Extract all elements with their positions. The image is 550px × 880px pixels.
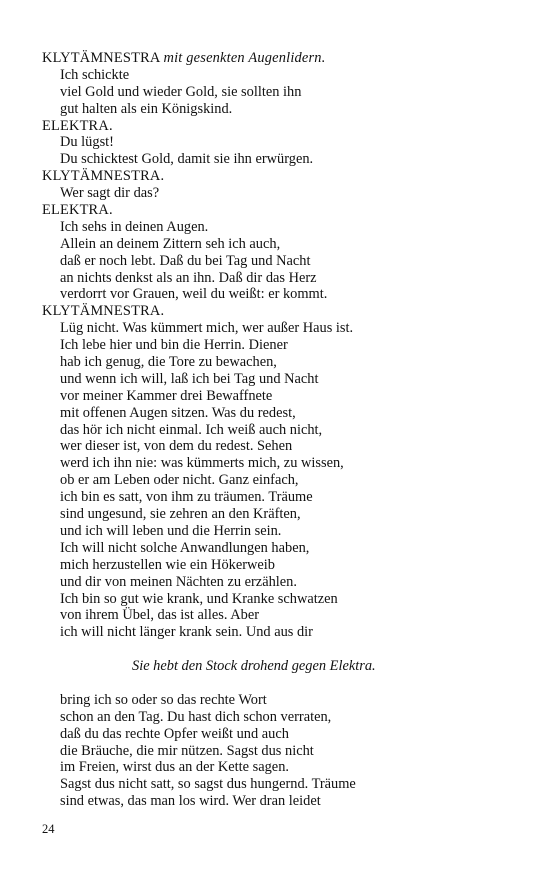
verse-line: hab ich genug, die Tore zu bewachen,: [60, 354, 277, 371]
verse-line: bring ich so oder so das rechte Wort: [60, 691, 267, 708]
verse-line: daß du das rechte Opfer weißt und auch: [60, 725, 289, 742]
verse-line: wer dieser ist, von dem du redest. Sehen: [60, 438, 293, 455]
speaker-name: KLYTÄMNESTRA: [42, 50, 160, 66]
verse-line: Allein an deinem Zittern seh ich auch,: [60, 235, 281, 252]
play-text: [42, 50, 522, 810]
verse-line: Wer sagt dir das?: [60, 185, 160, 202]
verse-line: verdorrt vor Grauen, weil du weißt: er kommt.: [60, 286, 328, 303]
verse-line: und wenn ich will, laß ich bei Tag und Nacht: [60, 370, 319, 387]
verse-line: Ich lebe hier und bin die Herrin. Diener: [60, 337, 288, 354]
verse-line: das hör ich nicht einmal. Ich weiß auch nicht,: [60, 421, 323, 438]
verse-line: gut halten als ein Königskind.: [60, 100, 233, 117]
speaker-line: [42, 118, 522, 135]
speaker-line: [42, 50, 522, 67]
verse-line: Ich will nicht solche Anwandlungen haben,: [60, 539, 310, 556]
verse-line: ich will nicht länger krank sein. Und aus dir: [60, 624, 313, 641]
verse-line: schon an den Tag. Du hast dich schon verraten,: [60, 708, 332, 725]
verse-line: die Bräuche, die mir nützen. Sagst dus nicht: [60, 742, 314, 759]
speaker-name: ELEKTRA.: [42, 202, 113, 219]
verse-line: mich herzustellen wie ein Hökerweib: [60, 556, 275, 573]
verse-line: im Freien, wirst dus an der Kette sagen.: [60, 759, 289, 776]
verse-line: Du lügst!: [60, 134, 114, 151]
verse-line: Lüg nicht. Was kümmert mich, wer außer Haus ist.: [60, 320, 354, 337]
speaker-line: [42, 202, 522, 219]
verse-line: daß er noch lebt. Daß du bei Tag und Nacht: [60, 252, 311, 269]
verse-line: Ich sehs in deinen Augen.: [60, 218, 209, 235]
verse-line: vor meiner Kammer drei Bewaffnete: [60, 387, 273, 404]
verse-line: Du schicktest Gold, damit sie ihn erwürgen.: [60, 151, 314, 168]
verse-line: und dir von meinen Nächten zu erzählen.: [60, 573, 297, 590]
stage-direction: Sie hebt den Stock drohend gegen Elektra.: [132, 658, 376, 675]
stage-direction-inline: mit gesenkten Augenlidern.: [163, 50, 326, 66]
verse-line: mit offenen Augen sitzen. Was du redest,: [60, 404, 296, 421]
verse-line: an nichts denkst als an ihn. Daß dir das Herz: [60, 269, 317, 286]
verse-line: ob er am Leben oder nicht. Ganz einfach,: [60, 472, 299, 489]
speaker-line: [42, 303, 522, 320]
verse-line: Ich schickte: [60, 66, 130, 83]
verse-line: viel Gold und wieder Gold, sie sollten ihn: [60, 83, 302, 100]
verse-line: und ich will leben und die Herrin sein.: [60, 522, 282, 539]
speaker-name: ELEKTRA.: [42, 117, 113, 134]
speaker-name: KLYTÄMNESTRA.: [42, 303, 165, 320]
page-number: 24: [42, 822, 55, 836]
verse-line: Ich bin so gut wie krank, und Kranke schwatzen: [60, 590, 338, 607]
blank-line: [42, 675, 522, 692]
verse-line: sind ungesund, sie zehren an den Kräften,: [60, 506, 301, 523]
blank-line: [42, 641, 522, 658]
verse-line: werd ich ihn nie: was kümmerts mich, zu wissen,: [60, 455, 344, 472]
verse-line: ich bin es satt, von ihm zu träumen. Träume: [60, 489, 313, 506]
verse-line: sind etwas, das man los wird. Wer dran leidet: [60, 793, 321, 810]
speaker-name: KLYTÄMNESTRA.: [42, 168, 165, 185]
verse-line: Sagst dus nicht satt, so sagst dus hungernd. Träume: [60, 776, 356, 793]
verse-line: von ihrem Übel, das ist alles. Aber: [60, 607, 260, 624]
speaker-line: [42, 168, 522, 185]
